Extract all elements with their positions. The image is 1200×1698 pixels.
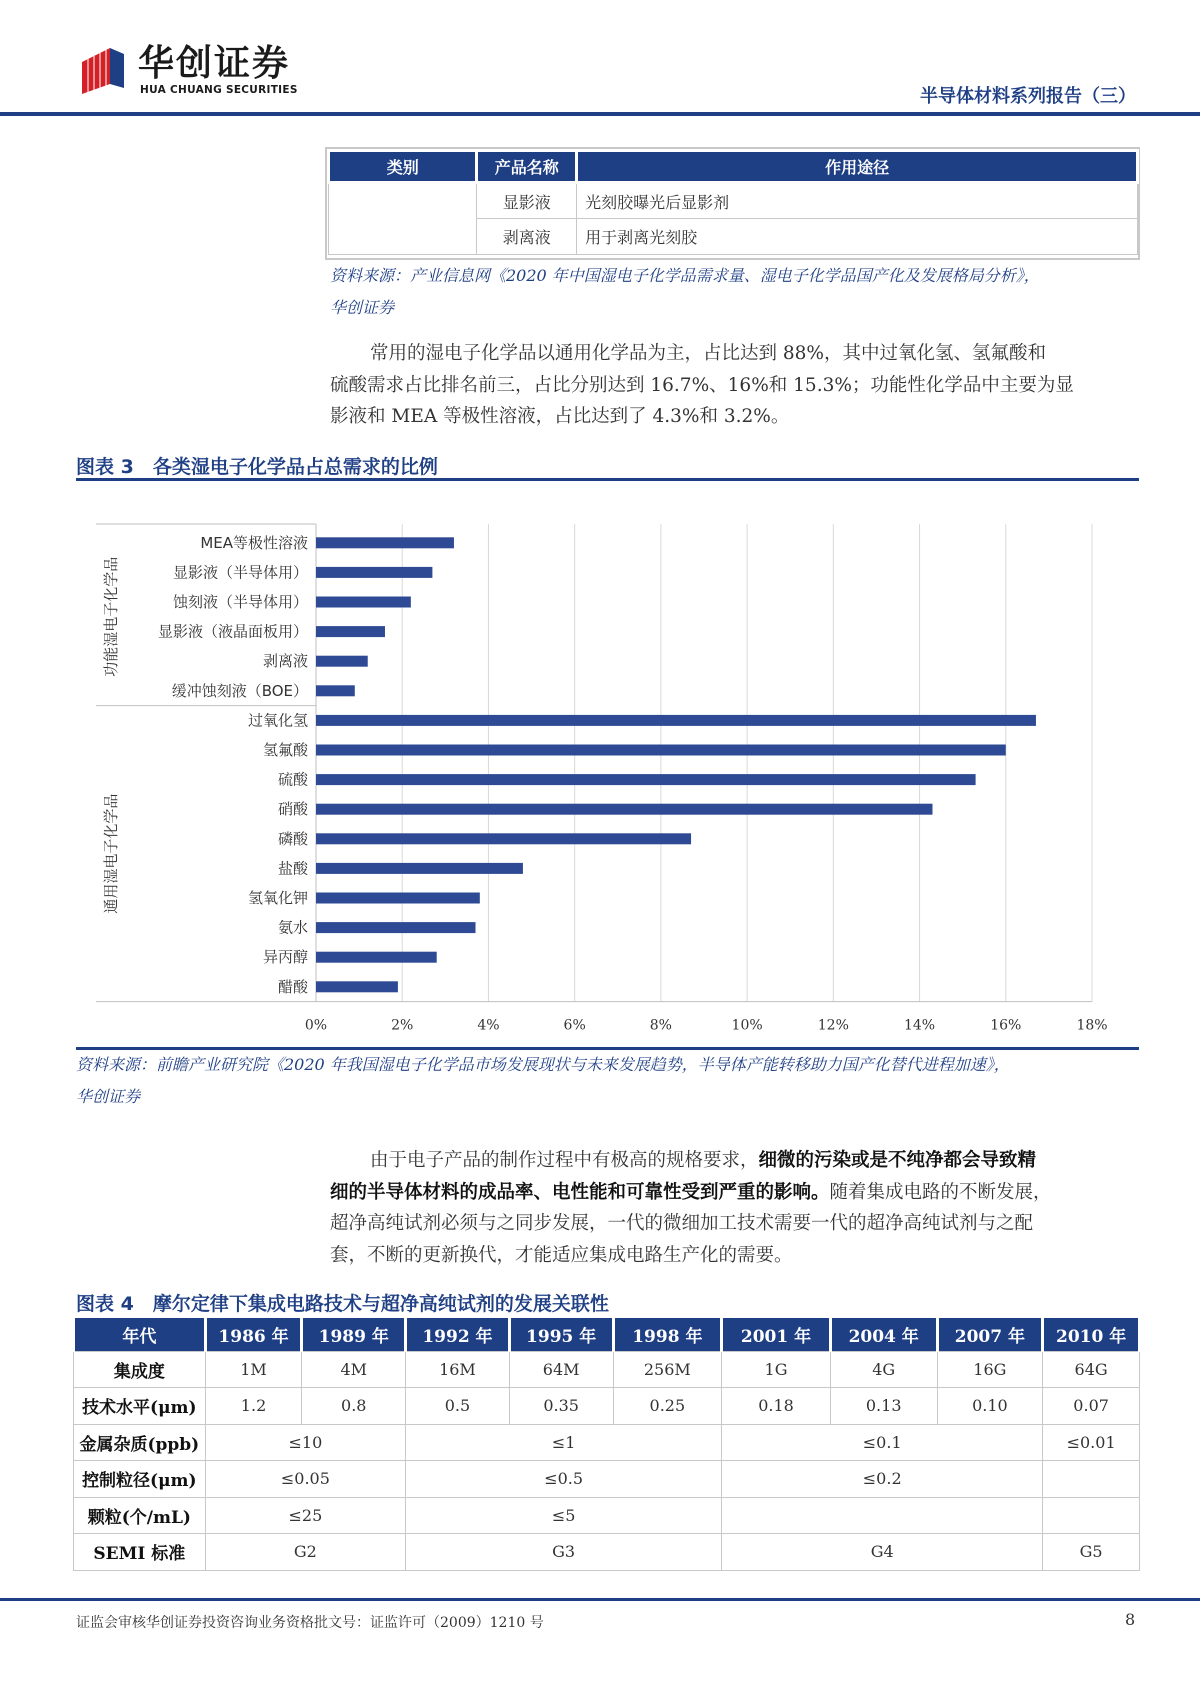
bar — [316, 833, 691, 844]
source-line: 资料来源：前瞻产业研究院《2020 年我国湿电子化学品市场发展现状与未来发展趋势，半导体产能转移助力国产化替代进程加速》， — [76, 1055, 1010, 1074]
table-cell: 16G — [937, 1351, 1043, 1388]
table-header-cell: 产品名称 — [477, 151, 577, 183]
table-cell: 4G — [830, 1351, 937, 1388]
row-label: 颗粒(个/mL) — [74, 1497, 206, 1534]
table-cell: ≤0.01 — [1043, 1424, 1140, 1461]
footer-divider — [0, 1598, 1200, 1601]
bar — [316, 685, 355, 696]
table-cell: 0.18 — [722, 1388, 831, 1425]
row-label: SEMI 标准 — [74, 1534, 206, 1571]
table-cell: ≤10 — [205, 1424, 405, 1461]
category-label: 显影液（液晶面板用） — [157, 622, 308, 641]
paragraph-line — [330, 1145, 1140, 1177]
bar — [316, 893, 480, 904]
table-cell: 1M — [205, 1351, 302, 1388]
table-cell: 0.10 — [937, 1388, 1043, 1425]
table-cell: 0.8 — [302, 1388, 406, 1425]
category-label: 盐酸 — [277, 859, 308, 878]
product-table — [327, 149, 1139, 255]
table-cell: 0.25 — [613, 1388, 722, 1425]
table-cell — [1043, 1461, 1140, 1498]
table-cell: ≤0.05 — [205, 1461, 405, 1498]
bar — [316, 656, 368, 667]
category-label: 显影液（半导体用） — [172, 563, 308, 582]
bar — [316, 626, 385, 637]
table-header-row — [329, 151, 1138, 183]
source-line: 华创证券 — [330, 298, 395, 317]
table-cell: G5 — [1043, 1534, 1140, 1571]
figure-title: 图表 4 摩尔定律下集成电路技术与超净高纯试剂的发展关联性 — [76, 1293, 609, 1315]
body-paragraph — [330, 1145, 1140, 1271]
row-label: 技术水平(μm) — [74, 1388, 206, 1425]
category-label: 剥离液 — [262, 652, 308, 671]
table-cell: 64M — [509, 1351, 613, 1388]
paragraph-line: 影液和 MEA 等极性溶液，占比达到了 4.3%和 3.2%。 — [330, 406, 790, 427]
category-label: 硫酸 — [277, 770, 308, 789]
table-cell: 0.35 — [509, 1388, 613, 1425]
paragraph-line: 常用的湿电子化学品以通用化学品为主，占比达到 88%，其中过氧化氢、氢氟酸和 — [370, 343, 1047, 364]
bar — [316, 804, 932, 815]
row-label: 控制粒径(μm) — [74, 1461, 206, 1498]
x-tick-label: 10% — [731, 1017, 763, 1034]
table-row — [74, 1534, 1140, 1571]
table-header-cell: 作用途径 — [577, 151, 1138, 183]
table-cell: 0.07 — [1043, 1388, 1140, 1425]
table-header-cell: 年代 — [74, 1318, 206, 1351]
text-span: 由于电子产品的制作过程中有极高的规格要求， — [370, 1150, 759, 1171]
category-label: 硝酸 — [277, 800, 308, 819]
x-tick-label: 6% — [563, 1017, 586, 1034]
table-cell — [722, 1497, 1043, 1534]
group-label: 通用湿电子化学品 — [102, 793, 120, 914]
x-tick-label: 8% — [649, 1017, 672, 1034]
table-row — [329, 183, 1138, 219]
table-cell: 1.2 — [205, 1388, 302, 1425]
table-cell: G4 — [722, 1534, 1043, 1571]
table-cell — [1043, 1497, 1140, 1534]
table-cell: ≤0.1 — [722, 1424, 1043, 1461]
table-row — [74, 1424, 1140, 1461]
footer-text: 证监会审核华创证券投资咨询业务资格批文号：证监许可（2009）1210 号 — [76, 1615, 544, 1631]
table-cell: ≤5 — [406, 1497, 722, 1534]
table-row — [74, 1351, 1140, 1388]
bar — [316, 567, 432, 578]
table-cell: 显影液 — [477, 183, 577, 219]
paragraph-line — [330, 1177, 1140, 1209]
table-cell: 剥离液 — [477, 219, 577, 255]
table-header-cell: 1995 年 — [509, 1318, 613, 1351]
table-header-cell: 1986 年 — [205, 1318, 302, 1351]
figure-divider — [76, 478, 1139, 481]
bar — [316, 537, 454, 548]
source-note — [330, 260, 1040, 324]
chart-canvas — [76, 500, 1139, 1040]
table-cell: 64G — [1043, 1351, 1140, 1388]
category-label: 氢氧化钾 — [247, 889, 308, 907]
bar — [316, 745, 1006, 756]
table-header-cell: 2001 年 — [722, 1318, 831, 1351]
table-row — [74, 1497, 1140, 1534]
table-cell: 用于剥离光刻胶 — [577, 219, 1138, 255]
table-cell: 0.5 — [406, 1388, 510, 1425]
logo-text: 华创证券 — [138, 43, 291, 84]
table-header-cell: 2007 年 — [937, 1318, 1043, 1351]
category-label: 氢氟酸 — [262, 741, 308, 759]
bar-chart — [76, 500, 1139, 1040]
table-cell: 光刻胶曝光后显影剂 — [577, 183, 1138, 219]
bar — [316, 952, 437, 963]
category-label: 磷酸 — [277, 829, 308, 848]
bold-text-span: 细的半导体材料的成品率、电性能和可靠性受到严重的影响。 — [330, 1181, 830, 1203]
group-label: 功能湿电子化学品 — [102, 556, 120, 677]
table-row — [74, 1461, 1140, 1498]
paragraph-line: 超净高纯试剂必须与之同步发展，一代的微细加工技术需要一代的超净高纯试剂与之配 — [330, 1213, 1034, 1234]
bar — [316, 597, 411, 608]
logo-icon — [76, 44, 128, 96]
bar — [316, 774, 976, 785]
header-divider — [0, 112, 1200, 116]
x-tick-label: 12% — [817, 1017, 849, 1034]
table-header-cell: 2010 年 — [1043, 1318, 1140, 1351]
x-tick-label: 0% — [304, 1017, 328, 1034]
table-cell: G3 — [406, 1534, 722, 1571]
table-cell — [329, 183, 477, 255]
bar — [316, 715, 1036, 726]
table-cell: 256M — [613, 1351, 722, 1388]
logo-subtext: HUA CHUANG SECURITIES — [140, 84, 298, 96]
table-cell: ≤25 — [205, 1497, 405, 1534]
table-cell: 16M — [406, 1351, 510, 1388]
category-label: 异丙醇 — [262, 948, 308, 967]
figure-title: 图表 3 各类湿电子化学品占总需求的比例 — [76, 456, 438, 478]
table-cell: 1G — [722, 1351, 831, 1388]
text-span: 随着集成电路的不断发展， — [829, 1181, 1052, 1203]
category-label: 氨水 — [277, 918, 308, 937]
x-tick-label: 18% — [1076, 1017, 1108, 1034]
table-cell: ≤1 — [406, 1424, 722, 1461]
report-title: 半导体材料系列报告（三） — [920, 86, 1136, 107]
table-header-cell: 1998 年 — [613, 1318, 722, 1351]
bar — [316, 863, 523, 874]
bar — [316, 981, 398, 992]
table-header-cell: 1989 年 — [302, 1318, 406, 1351]
x-tick-label: 14% — [903, 1017, 936, 1034]
row-label: 集成度 — [74, 1351, 206, 1388]
paragraph-line: 硫酸需求占比排名前三，占比分别达到 16.7%、16%和 15.3%；功能性化学品中主要为显 — [330, 374, 1074, 396]
bold-text-span: 细微的污染或是不纯净都会导致精 — [758, 1150, 1037, 1171]
page-number: 8 — [1125, 1610, 1136, 1629]
x-tick-label: 16% — [990, 1017, 1022, 1034]
page-header — [0, 0, 1200, 118]
table-cell: G2 — [205, 1534, 405, 1571]
source-line: 华创证券 — [76, 1087, 141, 1106]
table-cell: 4M — [302, 1351, 406, 1388]
source-note — [76, 1049, 1010, 1113]
category-label: 蚀刻液（半导体用） — [172, 593, 308, 611]
table-cell: 0.13 — [830, 1388, 937, 1425]
x-tick-label: 4% — [477, 1017, 500, 1034]
table-header-row — [74, 1318, 1140, 1351]
category-label: 缓冲蚀刻液（BOE） — [171, 681, 308, 700]
row-label: 金属杂质(ppb) — [74, 1424, 206, 1461]
category-label: MEA等极性溶液 — [200, 533, 308, 552]
category-label: 过氧化氢 — [247, 711, 308, 730]
x-tick-label: 2% — [391, 1017, 414, 1034]
moore-law-table — [72, 1318, 1141, 1571]
table-cell: ≤0.5 — [406, 1461, 722, 1498]
source-line: 资料来源：产业信息网《2020 年中国湿电子化学品需求量、湿电子化学品国产化及发展格局分析》， — [330, 266, 1040, 285]
table-header-cell: 2004 年 — [830, 1318, 937, 1351]
category-label: 醋酸 — [277, 977, 308, 996]
table-row — [74, 1388, 1140, 1425]
table-header-cell: 类别 — [329, 151, 477, 183]
bar — [316, 922, 476, 933]
paragraph-line: 套，不断的更新换代，才能适应集成电路生产化的需要。 — [330, 1244, 793, 1266]
body-paragraph — [330, 338, 1140, 433]
table-cell: ≤0.2 — [722, 1461, 1043, 1498]
table-header-cell: 1992 年 — [406, 1318, 510, 1351]
